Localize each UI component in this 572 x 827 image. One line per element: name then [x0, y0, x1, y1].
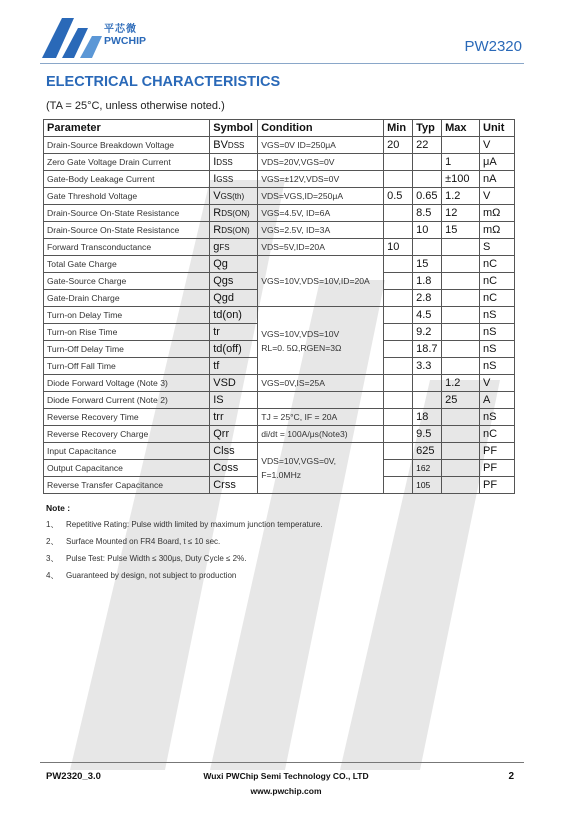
cell-symbol	[210, 154, 258, 171]
website-link[interactable]: www.pwchip.com	[250, 786, 322, 796]
table-row	[44, 205, 515, 222]
cell-typ: 0.65	[413, 188, 442, 205]
cell-parameter: Turn-on Rise Time	[44, 324, 210, 341]
cell-parameter: Gate Threshold Voltage	[44, 188, 210, 205]
cell-parameter: Reverse Recovery Time	[44, 409, 210, 426]
cell-parameter: Reverse Transfer Capacitance	[44, 477, 210, 494]
symbol-subscript: DSS	[216, 158, 233, 167]
cell-parameter: Turn-Off Delay Time	[44, 341, 210, 358]
cell-unit: nS	[480, 341, 515, 358]
symbol-subscript: GS(th)	[220, 192, 245, 201]
symbol-main: R	[213, 207, 222, 219]
cell-parameter: Gate-Source Charge	[44, 273, 210, 290]
cell-unit: mΩ	[480, 222, 515, 239]
cell-symbol	[210, 409, 258, 426]
cell-max	[442, 426, 480, 443]
cell-unit: μA	[480, 154, 515, 171]
cell-min	[384, 290, 413, 307]
cell-typ: 3.3	[413, 358, 442, 375]
cell-typ: 9.5	[413, 426, 442, 443]
table-row	[44, 188, 515, 205]
cell-symbol	[210, 443, 258, 460]
table-row	[44, 171, 515, 188]
note-item: 2、 Surface Mounted on FR4 Board, t ≤ 10 sec.	[46, 537, 221, 546]
cell-typ: 22	[413, 137, 442, 154]
header-min: Min	[384, 120, 413, 137]
document-id: PW2320_3.0	[46, 771, 101, 782]
cell-max: 12	[442, 205, 480, 222]
cell-typ: 10	[413, 222, 442, 239]
footer-divider	[40, 762, 524, 763]
cell-condition: TJ = 25°C, IF = 20A	[258, 409, 384, 426]
table-header-row	[44, 120, 515, 137]
cell-max	[442, 341, 480, 358]
cell-symbol	[210, 341, 258, 358]
page-number: 2	[508, 771, 514, 782]
symbol-subscript: FS	[219, 243, 230, 252]
cell-typ: 18	[413, 409, 442, 426]
cell-min: 20	[384, 137, 413, 154]
cell-max: 25	[442, 392, 480, 409]
section-title: ELECTRICAL CHARACTERISTICS	[46, 74, 281, 90]
electrical-characteristics-table	[43, 119, 515, 494]
cell-max	[442, 324, 480, 341]
cell-symbol	[210, 222, 258, 239]
cell-typ: 15	[413, 256, 442, 273]
cell-condition: VGS=4.5V, ID=6A	[258, 205, 384, 222]
cell-parameter: Diode Forward Current (Note 2)	[44, 392, 210, 409]
cell-parameter: Turn-on Delay Time	[44, 307, 210, 324]
cell-unit: S	[480, 239, 515, 256]
symbol-main: VSD	[213, 377, 236, 389]
symbol-main: IS	[213, 394, 224, 406]
notes-title: Note :	[46, 503, 71, 513]
cell-parameter: Drain-Source On-State Resistance	[44, 205, 210, 222]
cell-unit: mΩ	[480, 205, 515, 222]
cell-unit: nC	[480, 256, 515, 273]
cell-min: 10	[384, 239, 413, 256]
cell-typ: 2.8	[413, 290, 442, 307]
cell-symbol	[210, 477, 258, 494]
test-condition-note: (TA = 25°C, unless otherwise noted.)	[46, 100, 225, 112]
cell-unit: nA	[480, 171, 515, 188]
symbol-subscript: GSS	[216, 175, 234, 184]
brand-name-english: PWCHIP	[104, 35, 146, 47]
table-row	[44, 137, 515, 154]
header-symbol: Symbol	[210, 120, 258, 137]
cell-min	[384, 358, 413, 375]
cell-unit: nS	[480, 358, 515, 375]
cell-symbol	[210, 137, 258, 154]
cell-min	[384, 460, 413, 477]
cell-max	[442, 256, 480, 273]
cell-min	[384, 392, 413, 409]
cell-parameter: Forward Transconductance	[44, 239, 210, 256]
cell-symbol	[210, 358, 258, 375]
cell-parameter: Output Capacitance	[44, 460, 210, 477]
symbol-main: trr	[213, 411, 224, 423]
cell-symbol	[210, 239, 258, 256]
table-row	[44, 222, 515, 239]
cell-typ: 18.7	[413, 341, 442, 358]
cell-max	[442, 460, 480, 477]
cell-symbol	[210, 375, 258, 392]
cell-typ	[413, 171, 442, 188]
cell-min: 0.5	[384, 188, 413, 205]
header-divider	[40, 63, 524, 64]
symbol-main: Qgs	[213, 275, 234, 287]
cell-unit: A	[480, 392, 515, 409]
table-row	[44, 307, 515, 324]
cell-unit: nS	[480, 307, 515, 324]
symbol-main: tr	[213, 326, 220, 338]
symbol-subscript: DSS	[227, 141, 245, 150]
cell-symbol	[210, 188, 258, 205]
brand-name-chinese: 平芯微	[104, 24, 137, 35]
cell-max	[442, 239, 480, 256]
cell-typ: 4.5	[413, 307, 442, 324]
cell-max	[442, 290, 480, 307]
cell-symbol	[210, 171, 258, 188]
cell-symbol	[210, 273, 258, 290]
cell-condition: di/dt = 100A/μs(Note3)	[258, 426, 384, 443]
cell-parameter: Turn-Off Fall Time	[44, 358, 210, 375]
symbol-main: Qg	[213, 258, 228, 270]
table-row	[44, 443, 515, 460]
table-row	[44, 426, 515, 443]
cell-condition: VGS=10V,VDS=10V,ID=20A	[258, 256, 384, 307]
cell-min	[384, 307, 413, 324]
cell-max	[442, 477, 480, 494]
cell-condition: VGS=0V ID=250μA	[258, 137, 384, 154]
cell-typ: 9.2	[413, 324, 442, 341]
part-number: PW2320	[464, 38, 522, 55]
cell-symbol	[210, 392, 258, 409]
table-row	[44, 239, 515, 256]
cell-min	[384, 443, 413, 460]
cell-min	[384, 426, 413, 443]
cell-symbol	[210, 290, 258, 307]
cell-min	[384, 256, 413, 273]
cell-parameter: Input Capacitance	[44, 443, 210, 460]
header-typ: Typ	[413, 120, 442, 137]
note-item: 3、 Pulse Test: Pulse Width ≤ 300μs, Duty Cycle ≤ 2%.	[46, 554, 247, 563]
cell-symbol	[210, 205, 258, 222]
cell-parameter: Gate-Drain Charge	[44, 290, 210, 307]
cell-max	[442, 137, 480, 154]
cell-unit: nC	[480, 290, 515, 307]
symbol-main: Coss	[213, 462, 239, 474]
cell-min	[384, 341, 413, 358]
cell-unit: V	[480, 375, 515, 392]
symbol-subscript: DS(ON)	[221, 209, 250, 218]
cell-typ: 162	[413, 460, 442, 477]
cell-unit: nS	[480, 324, 515, 341]
cell-unit: V	[480, 137, 515, 154]
symbol-main: Qgd	[213, 292, 235, 304]
cell-min	[384, 222, 413, 239]
cell-unit: nC	[480, 273, 515, 290]
cell-symbol	[210, 324, 258, 341]
cell-max: 1	[442, 154, 480, 171]
cell-symbol	[210, 307, 258, 324]
cell-typ	[413, 239, 442, 256]
symbol-main: tf	[213, 360, 220, 372]
cell-condition	[258, 392, 384, 409]
cell-min	[384, 324, 413, 341]
cell-typ	[413, 154, 442, 171]
symbol-main: Clss	[213, 445, 235, 457]
cell-max	[442, 409, 480, 426]
cell-min	[384, 273, 413, 290]
header-max: Max	[442, 120, 480, 137]
cell-parameter: Total Gate Charge	[44, 256, 210, 273]
cell-min	[384, 205, 413, 222]
cell-condition: VGS=0V,IS=25A	[258, 375, 384, 392]
note-item: 1、 Repetitive Rating: Pulse width limited by maximum junction temperature.	[46, 520, 323, 529]
cell-typ: 105	[413, 477, 442, 494]
cell-condition: VGS=2.5V, ID=3A	[258, 222, 384, 239]
table-row	[44, 256, 515, 273]
cell-condition: VGS=±12V,VDS=0V	[258, 171, 384, 188]
cell-typ	[413, 375, 442, 392]
cell-max: 1.2	[442, 375, 480, 392]
cell-max: 15	[442, 222, 480, 239]
symbol-main: BV	[213, 139, 228, 151]
symbol-main: td(off)	[213, 343, 242, 355]
cell-condition: VGS=10V,VDS=10V RL=0. 5Ω,RGEN=3Ω	[258, 307, 384, 375]
cell-symbol	[210, 256, 258, 273]
cell-max	[442, 307, 480, 324]
symbol-main: Crss	[213, 479, 236, 491]
cell-max: ±100	[442, 171, 480, 188]
cell-parameter: Gate-Body Leakage Current	[44, 171, 210, 188]
header-parameter: Parameter	[44, 120, 210, 137]
cell-max	[442, 358, 480, 375]
cell-parameter: Reverse Recovery Charge	[44, 426, 210, 443]
cell-typ	[413, 392, 442, 409]
symbol-main: td(on)	[213, 309, 242, 321]
symbol-main: R	[213, 224, 222, 236]
cell-condition: VDS=10V,VGS=0V, F=1.0MHz	[258, 443, 384, 494]
cell-min	[384, 477, 413, 494]
cell-symbol	[210, 460, 258, 477]
cell-max	[442, 443, 480, 460]
symbol-main: I	[213, 173, 217, 185]
note-item: 4、 Guaranteed by design, not subject to production	[46, 571, 237, 580]
table-row	[44, 154, 515, 171]
cell-parameter: Zero Gate Voltage Drain Current	[44, 154, 210, 171]
table-row	[44, 409, 515, 426]
symbol-subscript: DS(ON)	[221, 226, 250, 235]
cell-max	[442, 273, 480, 290]
cell-min	[384, 154, 413, 171]
symbol-main: g	[213, 241, 220, 253]
cell-condition: VDS=VGS,ID=250μA	[258, 188, 384, 205]
cell-unit: PF	[480, 460, 515, 477]
symbol-main: Qrr	[213, 428, 230, 440]
cell-typ: 8.5	[413, 205, 442, 222]
cell-parameter: Drain-Source Breakdown Voltage	[44, 137, 210, 154]
cell-typ: 625	[413, 443, 442, 460]
table-row	[44, 375, 515, 392]
cell-typ: 1.8	[413, 273, 442, 290]
symbol-main: I	[213, 156, 217, 168]
cell-unit: nC	[480, 426, 515, 443]
cell-parameter: Drain-Source On-State Resistance	[44, 222, 210, 239]
cell-min	[384, 171, 413, 188]
cell-max: 1.2	[442, 188, 480, 205]
symbol-main: V	[213, 190, 221, 202]
cell-unit: V	[480, 188, 515, 205]
cell-condition: VDS=20V,VGS=0V	[258, 154, 384, 171]
cell-unit: PF	[480, 443, 515, 460]
table-row	[44, 392, 515, 409]
cell-min	[384, 375, 413, 392]
cell-symbol	[210, 426, 258, 443]
header-condition: Condition	[258, 120, 384, 137]
cell-parameter: Diode Forward Voltage (Note 3)	[44, 375, 210, 392]
cell-condition: VDS=5V,ID=20A	[258, 239, 384, 256]
header-unit: Unit	[480, 120, 515, 137]
cell-unit: PF	[480, 477, 515, 494]
cell-min	[384, 409, 413, 426]
company-name: Wuxi PWChip Semi Technology CO., LTD	[203, 771, 369, 781]
cell-unit: nS	[480, 409, 515, 426]
